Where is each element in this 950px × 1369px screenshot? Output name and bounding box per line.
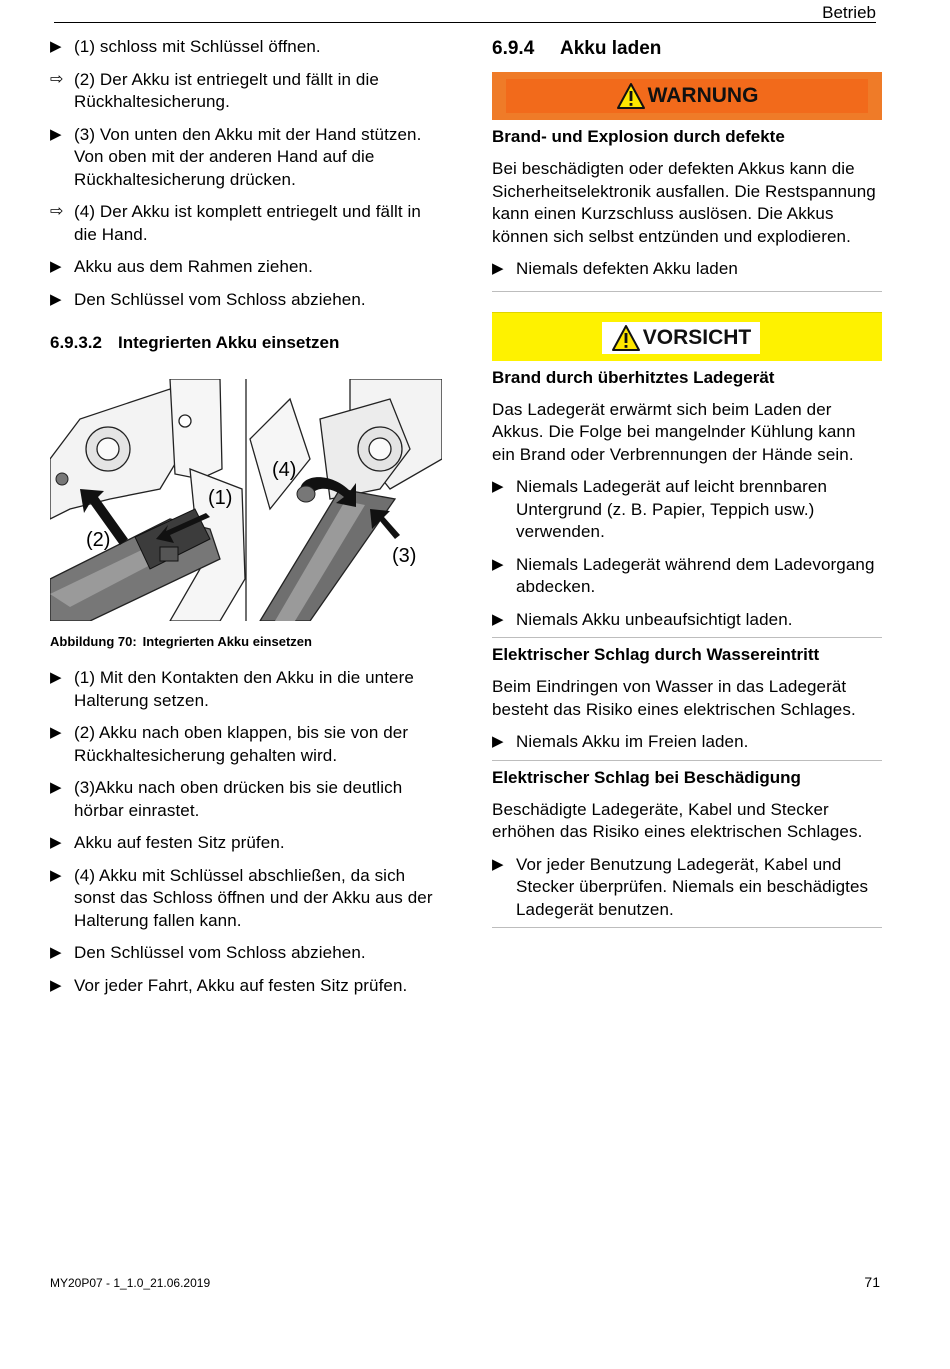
play-triangle-icon: ▶: [492, 478, 504, 495]
caution-text: Das Ladegerät erwärmt sich beim Laden der Akkus. Die Folge bei mangelnder Kühlung kann ein Brand oder Verbrennungen der Hände sein.: [492, 399, 856, 464]
header-section-title: Betrieb: [822, 3, 876, 22]
list-item: ▶ Akku auf festen Sitz prüfen.: [50, 832, 445, 855]
figure-caption: Abbildung 70: Integrierten Akku einsetzen: [50, 634, 312, 649]
list-item: ▶ Niemals Akku im Freien laden.: [492, 731, 882, 754]
caution-banner: [492, 312, 882, 361]
play-triangle-icon: ▶: [492, 610, 504, 628]
list-item: ▶ Niemals Ladegerät während dem Ladevorgang abdecken.: [492, 554, 875, 596]
figure-label-3: (3): [392, 545, 417, 567]
play-triangle-icon: ▶: [492, 733, 504, 750]
divider: [492, 637, 882, 638]
play-triangle-icon: ▶: [50, 724, 62, 741]
list-item: ⇨ (2) Der Akku ist entriegelt und fällt in die Rückhaltesicherung.: [50, 69, 379, 111]
list-item: ▶ Vor jeder Fahrt, Akku auf festen Sitz prüfen.: [50, 975, 445, 998]
play-triangle-icon: ▶: [50, 779, 62, 796]
play-triangle-icon: ▶: [492, 855, 504, 873]
figure-label-2: (2): [86, 529, 111, 551]
caution-heading: Elektrischer Schlag durch Wassereintritt: [492, 645, 820, 664]
list-item: ▶ Vor jeder Benutzung Ladegerät, Kabel und Stecker überprüfen. Niemals ein beschädigtes Ladegerät benutzen.: [492, 854, 869, 919]
left-column: [50, 36, 445, 1007]
list-item: ▶ (4) Akku mit Schlüssel abschließen, da sich sonst das Schloss öffnen und der Akku aus der Halterung fallen kann.: [50, 865, 433, 930]
footer-doc-id: MY20P07 - 1_1.0_21.06.2019: [50, 1276, 211, 1290]
caution-label: VORSICHT: [642, 325, 752, 349]
play-triangle-icon: ▶: [492, 555, 504, 573]
play-triangle-icon: ▶: [50, 290, 62, 308]
warning-heading: Brand- und Explosion durch defekte: [492, 127, 785, 146]
figure-battery-insert: [50, 379, 442, 621]
caution-text: Beim Eindringen von Wasser in das Ladegerät besteht das Risiko eines elektrischen Schlages.: [492, 677, 856, 719]
play-triangle-icon: ▶: [50, 834, 62, 851]
battery-illustration: [50, 379, 442, 621]
list-item: ▶ (1) Mit den Kontakten den Akku in die untere Halterung setzen.: [50, 668, 414, 710]
divider: [492, 291, 882, 292]
list-item: ▶ Niemals defekten Akku laden: [492, 258, 882, 281]
warning-triangle-icon: [611, 324, 641, 352]
figure-label-1: (1): [208, 487, 233, 509]
warning-label: WARNUNG: [647, 84, 759, 107]
play-triangle-icon: ▶: [50, 976, 62, 994]
header-rule: [54, 22, 876, 23]
list-item: ▶ Akku aus dem Rahmen ziehen.: [50, 256, 445, 279]
list-item: ⇨ (4) Der Akku ist komplett entriegelt und fällt in die Hand.: [50, 202, 421, 244]
section-heading-6932: 6.9.3.2 Integrierten Akku einsetzen: [50, 333, 340, 352]
list-item: ▶ Niemals Ladegerät auf leicht brennbaren Untergrund (z. B. Papier, Teppich usw.) verwenden.: [492, 477, 828, 541]
list-item: ▶ (2) Akku nach oben klappen, bis sie von der Rückhaltesicherung gehalten wird.: [50, 723, 409, 765]
list-item: ▶ Den Schlüssel vom Schloss abziehen.: [50, 942, 445, 965]
list-item: ▶ (1) schloss mit Schlüssel öffnen.: [50, 36, 445, 59]
page-number: 71: [864, 1274, 880, 1290]
play-triangle-icon: ▶: [492, 260, 504, 277]
play-triangle-icon: ▶: [50, 669, 62, 686]
play-triangle-icon: ▶: [50, 944, 62, 961]
divider: [492, 927, 882, 928]
right-column: [492, 36, 882, 934]
warning-banner: [492, 72, 882, 120]
figure-label-4: (4): [272, 459, 297, 481]
list-item: ▶ (3) Von unten den Akku mit der Hand stützen. Von oben mit der anderen Hand auf die Rückhaltesicherung drücken.: [50, 124, 422, 189]
outline-arrow-icon: ⇨: [50, 203, 64, 220]
list-item: ▶ Niemals Akku unbeaufsichtigt laden.: [492, 609, 882, 632]
warning-triangle-icon: [616, 82, 646, 110]
section-heading-694: 6.9.4 Akku laden: [492, 38, 662, 59]
divider: [492, 760, 882, 761]
list-item: ▶ Den Schlüssel vom Schloss abziehen.: [50, 289, 445, 312]
play-triangle-icon: ▶: [50, 866, 62, 884]
caution-text: Beschädigte Ladegeräte, Kabel und Stecker erhöhen das Risiko eines elektrischen Schlages.: [492, 799, 863, 841]
outline-arrow-icon: ⇨: [50, 70, 64, 88]
play-triangle-icon: ▶: [50, 38, 62, 55]
play-triangle-icon: ▶: [50, 125, 62, 143]
caution-heading: Elektrischer Schlag bei Beschädigung: [492, 767, 801, 787]
play-triangle-icon: ▶: [50, 258, 62, 275]
list-item: ▶ (3)Akku nach oben drücken bis sie deutlich hörbar einrastet.: [50, 778, 403, 820]
warning-text: Bei beschädigten oder defekten Akkus kann die Sicherheitselektronik ausfallen. Die Restspannung kann einen Kurzschluss auslösen. Die Akkus können sich selbst entzünden und explodieren.: [492, 159, 876, 246]
caution-heading: Brand durch überhitztes Ladegerät: [492, 367, 775, 387]
